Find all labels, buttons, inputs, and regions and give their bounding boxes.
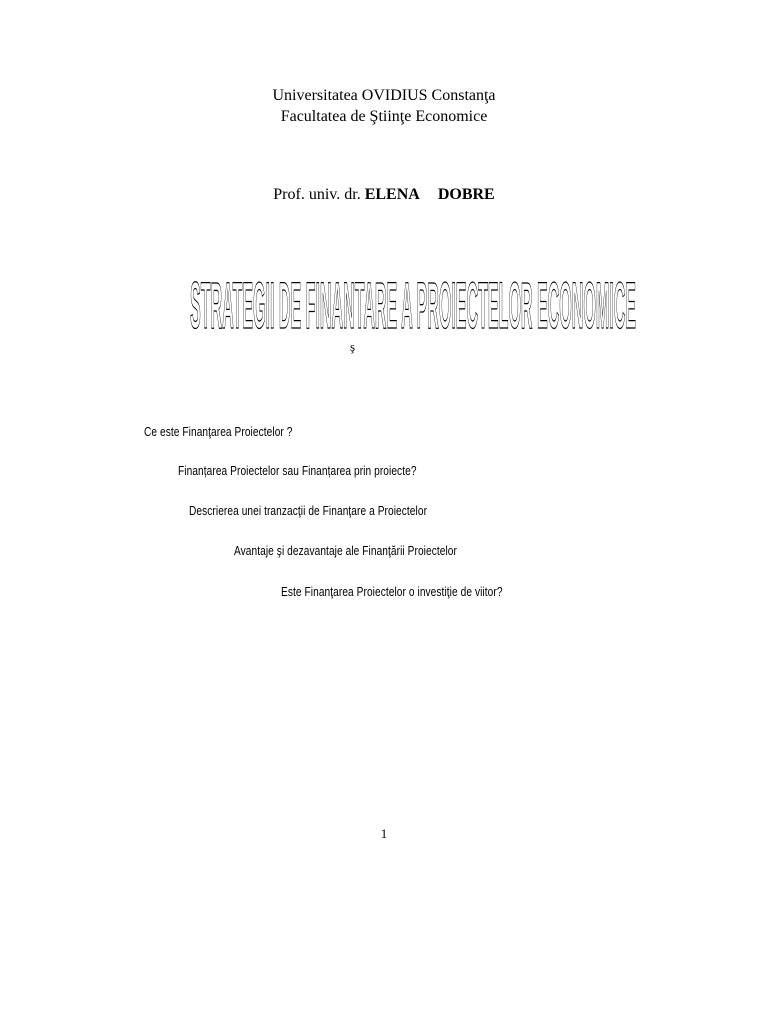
toc-item-2: Finanțarea Proiectelor sau Finanțarea prin proiecte? xyxy=(178,463,417,478)
faculty-name: Facultatea de Ştiinţe Economice xyxy=(280,108,488,125)
toc-item-3: Descrierea unei tranzacţii de Finanţare a Proiectelor xyxy=(189,503,428,518)
page-number: 1 xyxy=(380,826,388,841)
author-last-name: DOBRE xyxy=(437,186,495,203)
toc-item-4: Avantaje şi dezavantaje ale Finanţării Proiectelor xyxy=(234,543,457,558)
toc-item-1: Ce este Finanţarea Proiectelor ? xyxy=(144,424,293,439)
toc-item-5: Este Finanţarea Proiectelor o investiţie de viitor? xyxy=(281,584,503,599)
title-wordart-text: STRATEGII DE FINANTARE A PROIECTELOR ECONOMICE xyxy=(190,268,636,340)
author-line xyxy=(0,185,768,205)
author-first-name: ELENA xyxy=(364,186,420,203)
university-name: Universitatea OVIDIUS Constanţa xyxy=(272,87,496,104)
author-prefix: Prof. univ. dr. xyxy=(273,186,361,203)
title-accent-mark: ş xyxy=(350,339,356,354)
title-wordart-graphic xyxy=(190,262,638,340)
title-wordart xyxy=(190,262,638,340)
